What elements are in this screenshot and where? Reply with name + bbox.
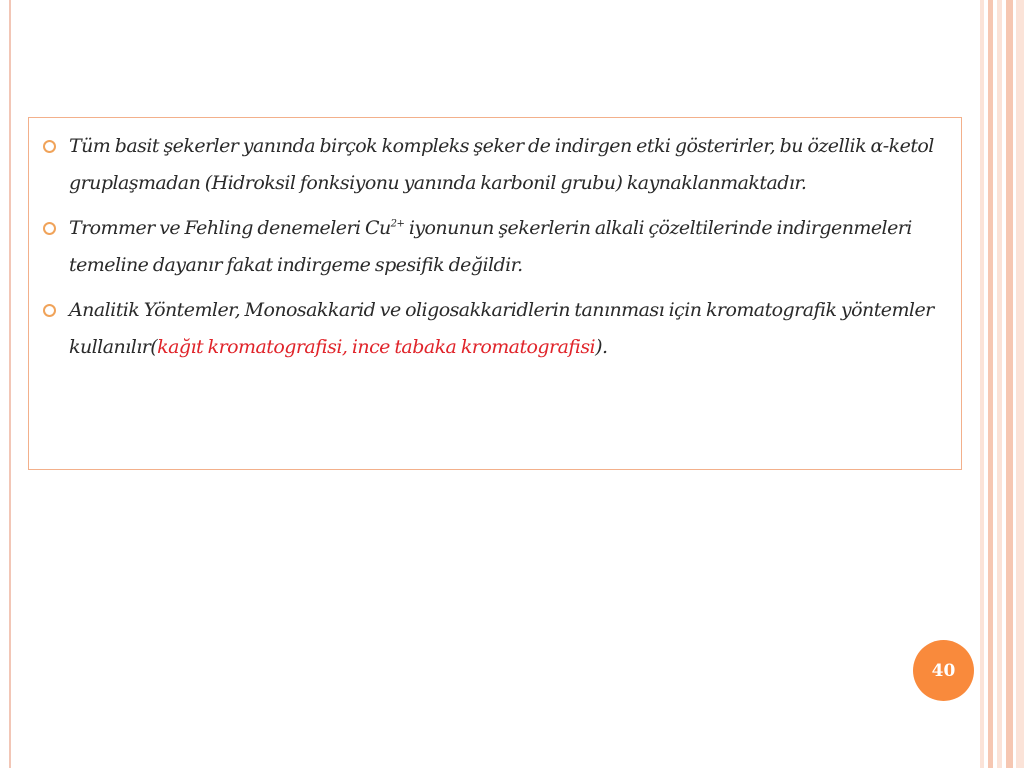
left-border-line	[9, 0, 11, 768]
stripe	[988, 0, 993, 768]
superscript-charge: 2+	[390, 218, 405, 230]
bullet-text-part: iyonunun şekerlerin alkali çözeltilerinde indirgenmeleri temeline dayanır fakat indirgeme spesifik değildir.	[69, 217, 912, 276]
stripe	[1006, 0, 1013, 768]
bullet-text-part: Trommer ve Fehling denemeleri Cu	[69, 217, 391, 239]
page-number-badge	[913, 640, 974, 701]
bullet-text-part: Analitik Yöntemler, Monosakkarid ve oligosakkaridlerin tanınması için kromatografik yöntemler kullanılır(	[69, 299, 934, 358]
bullet-text	[69, 210, 943, 284]
bullet-item	[43, 210, 943, 284]
bullet-text: Tüm basit şekerler yanında birçok kompleks şeker de indirgen etki gösterirler, bu özellik α-ketol gruplaşmadan (Hidroksil fonksiyonu yanında karbonil grubu) kaynaklanmaktadır.	[69, 135, 934, 194]
bullet-item	[43, 128, 943, 202]
circle-bullet-icon	[43, 304, 56, 317]
bullet-list	[43, 128, 943, 374]
bullet-text-part: ).	[595, 336, 608, 358]
right-decorative-stripes	[978, 0, 1024, 768]
content-box	[28, 117, 962, 470]
page-number: 40	[931, 660, 956, 681]
circle-bullet-icon	[43, 222, 56, 235]
bullet-item	[43, 292, 943, 366]
highlighted-methods: kağıt kromatografisi, ince tabaka kromatografisi	[157, 336, 596, 358]
bullet-text	[69, 292, 943, 366]
circle-bullet-icon	[43, 140, 56, 153]
stripe	[997, 0, 1002, 768]
stripe	[980, 0, 984, 768]
stripe	[1016, 0, 1024, 768]
